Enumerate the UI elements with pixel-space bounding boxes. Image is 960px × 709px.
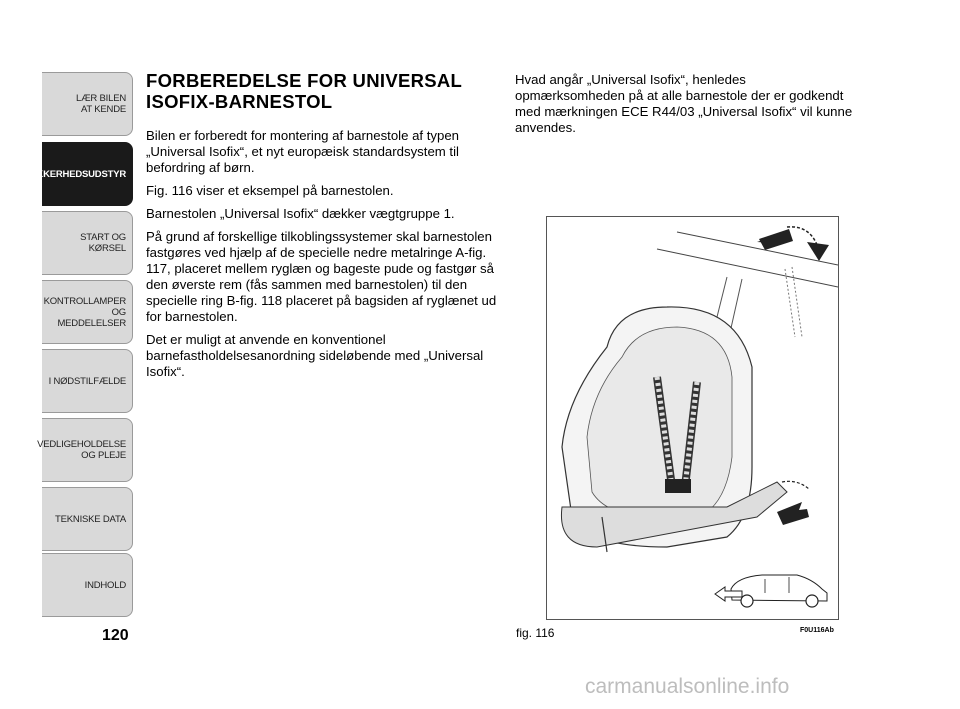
tab-tekniske-data[interactable]: TEKNISKE DATA (42, 487, 133, 551)
section-title: FORBEREDELSE FOR UNIVERSAL ISOFIX-BARNESTOL (146, 70, 462, 112)
figure-code: F0U116Ab (800, 627, 834, 634)
paragraph: Det er muligt at anvende en konventionel barnefastholdelsesanordning sideløbende med „Universal Isofix“. (146, 332, 484, 379)
figure-isofix-child-seat (546, 216, 839, 620)
paragraph: Hvad angår „Universal Isofix“, henledes opmærksomheden på at alle barnestole der er godkendt med mærkningen ECE R44/03 „Universal Isofix“ vil kunne anvendes. (515, 72, 853, 135)
tab-start-og-korsel[interactable]: START OG KØRSEL (42, 211, 133, 275)
right-text-column (515, 72, 855, 136)
paragraph: På grund af forskellige tilkoblingssystemer skal barnestolen fastgøres ved hjælp af de specielle nedre metalringe A-fig. 117, placeret mellem ryglæn og bageste pude og fastgør så den øverste rem (fås sammen med barnestolen) til den specielle ring B-fig. 118 placeret på bagsiden af ryglænet ud for barnestolen. (146, 229, 497, 324)
child-seat-illustration (547, 217, 838, 619)
tab-laer-bilen-at-kende[interactable]: LÆR BILEN AT KENDE (42, 72, 133, 136)
tab-vedligeholdelse[interactable]: VEDLIGEHOLDELSE OG PLEJE (42, 418, 133, 482)
tab-i-nodstilfaelde[interactable]: I NØDSTILFÆLDE (42, 349, 133, 413)
paragraph: Barnestolen „Universal Isofix“ dækker vægtgruppe 1. (146, 206, 455, 221)
tab-sikkerhedsudstyr[interactable]: SIKKERHEDSUDSTYR (42, 142, 133, 206)
paragraph: Fig. 116 viser et eksempel på barnestolen. (146, 183, 394, 198)
car-icon (731, 575, 827, 607)
paragraph: Bilen er forberedt for montering af barnestole af typen „Universal Isofix“, et nyt europæisk standardsystem til befordring af børn. (146, 128, 460, 175)
main-text-column (146, 128, 506, 387)
page-number: 120 (102, 627, 129, 644)
tab-indhold[interactable]: INDHOLD (42, 553, 133, 617)
tab-kontrollamper[interactable]: KONTROLLAMPER OG MEDDELELSER (42, 280, 133, 344)
watermark: carmanualsonline.info (585, 675, 790, 698)
figure-label: fig. 116 (516, 626, 555, 640)
